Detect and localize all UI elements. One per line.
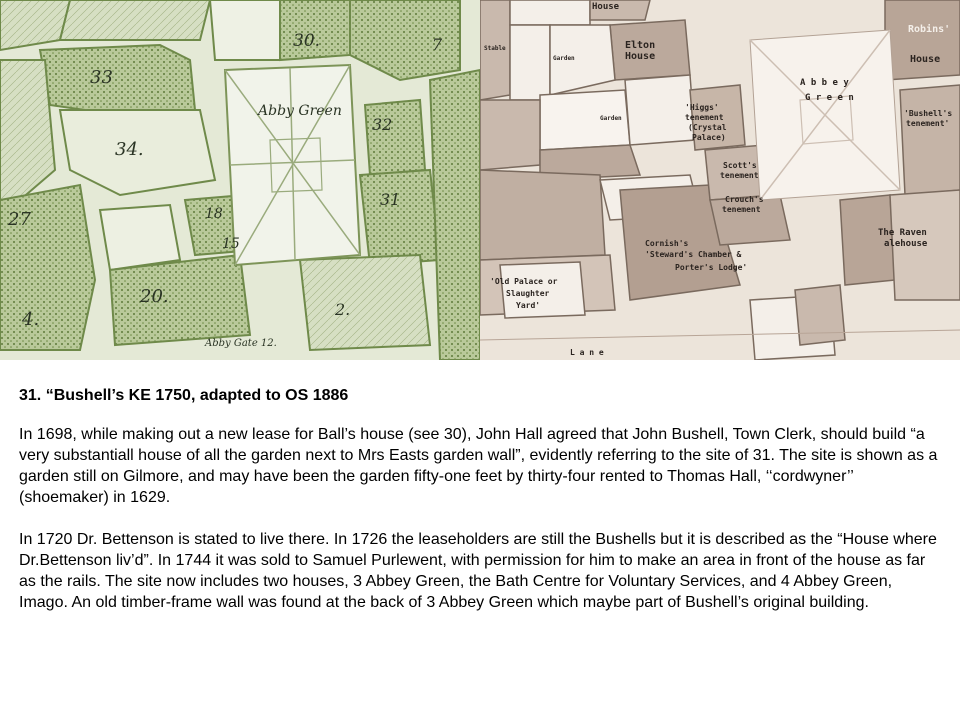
caption-title: 31. “Bushell’s KE 1750, adapted to OS 1886 (19, 387, 349, 404)
historic-map-left (0, 0, 480, 360)
plot-label-33: 33 (90, 67, 113, 88)
label-bushells-tenement: tenement' (906, 119, 950, 128)
plot-label-20: 20. (140, 286, 169, 307)
label-robins-house: House (910, 54, 941, 65)
label-scotts-tenement: tenement (720, 171, 759, 180)
label-raven-alehouse: alehouse (884, 239, 928, 249)
label-porters: Porter's Lodge' (675, 263, 748, 272)
label-scotts: Scott's (723, 161, 757, 170)
plot-label-34: 34. (115, 139, 144, 160)
label-higgs: 'Higgs' (685, 103, 719, 112)
label-elton: Elton (625, 40, 656, 51)
label-old-palace: 'Old Palace or (490, 277, 558, 286)
plot-label-30: 30. (293, 31, 321, 51)
label-garden-1: Garden (553, 55, 575, 62)
label-slaughter: Slaughter (506, 289, 550, 298)
label-palace: Palace) (692, 133, 726, 142)
label-elton-house: House (625, 51, 656, 62)
label-lane: L a n e (570, 348, 604, 357)
plot-label-18: 18 (205, 206, 223, 222)
label-garden-2: Garden (600, 115, 622, 122)
plot-label-4: 4. (22, 309, 40, 330)
label-crouchs: Crouch's (725, 195, 764, 204)
label-raven: The Raven (878, 228, 927, 238)
plot-label-32: 32 (372, 115, 393, 134)
label-green: G r e e n (805, 93, 854, 103)
caption-paragraph-2: In 1720 Dr. Bettenson is stated to live there. In 1726 the leaseholders are still the Bushells but it is described as the “House where Dr.Bettenson liv’d”. In 1744 it was sold to Samuel Purlewent, with permission for him to make an area in front of the house as far as the rails. The site now includes two houses, 3 Abbey Green, the Bath Centre for Voluntary Services, and 4 Abbey Green, Imago. An old timber-frame wall was found at the back of 3 Abbey Green which maybe part of Bushell’s original building. (19, 531, 937, 611)
label-house-top: House (592, 2, 620, 12)
label-higgs-tenement: tenement (685, 113, 724, 122)
label-yard: Yard' (516, 301, 541, 310)
plot-label-2: 2. (335, 300, 351, 319)
label-cornish: Cornish's (645, 239, 689, 248)
plot-label-15: 15 (222, 236, 240, 252)
plot-label-7: 7 (432, 35, 443, 54)
label-abbey: A b b e y (800, 78, 849, 88)
label-stewards: 'Steward's Chamber & (645, 250, 742, 259)
label-crouchs-tenement: tenement (722, 205, 761, 214)
abby-gate-label: Abby Gate 12. (205, 338, 277, 349)
caption-paragraph-1: In 1698, while making out a new lease for Ball’s house (see 30), John Hall agreed that John Bushell, Town Clerk, should build “a very substantiall house of all the garden next to Mrs Easts garden wall”, evidently referring to the site of 31. The site is shown as a garden still on Gilmore, and may have been the garden fifty-one feet by thirty-four rented to Thomas Hall, ‘‘cordwyner’’ (shoemaker) in 1629. (19, 426, 938, 506)
abby-green-label: Abby Green (258, 103, 342, 119)
green-plan-map (0, 0, 480, 360)
os-plan-map (480, 0, 960, 360)
label-crystal: (Crystal (688, 123, 727, 132)
plot-label-27: 27 (8, 209, 31, 230)
label-bushells: 'Bushell's (904, 109, 953, 118)
caption-block (19, 385, 944, 634)
label-robins: Robins' (908, 24, 951, 35)
plot-label-31: 31 (380, 190, 401, 209)
label-stable: Stable (484, 45, 506, 52)
historic-map-right (480, 0, 960, 360)
